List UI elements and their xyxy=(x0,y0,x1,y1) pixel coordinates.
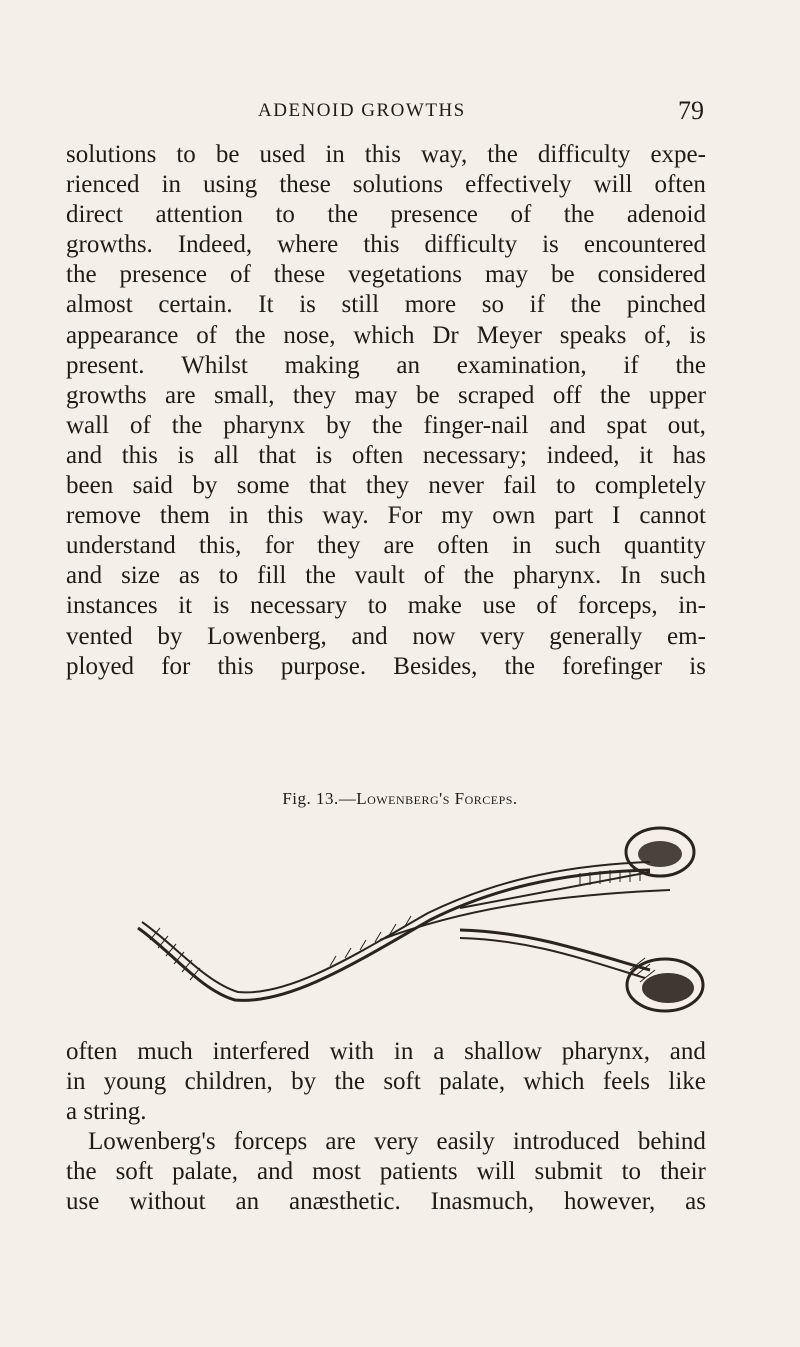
paragraph-2 xyxy=(66,1037,706,1127)
text-line: and size as to fill the vault of the pharynx. In such xyxy=(66,562,706,590)
figure-number: Fig. 13.— xyxy=(282,789,357,808)
text-line: and this is all that is often necessary; indeed, it has xyxy=(66,441,706,469)
text-line: growths are small, they may be scraped off the upper xyxy=(66,381,706,409)
text-line: a string. xyxy=(66,1098,147,1126)
text-line: the soft palate, and most patients will submit to their xyxy=(66,1158,706,1186)
text-line: appearance of the nose, which Dr Meyer speaks of, is xyxy=(66,321,706,349)
text-line: the presence of these vegetations may be considered xyxy=(66,261,706,289)
text-line: ployed for this purpose. Besides, the forefinger is xyxy=(66,652,706,680)
text-line: present. Whilst making an examination, if the xyxy=(66,351,706,379)
text-line: understand this, for they are often in such quantity xyxy=(66,532,706,560)
text-line: wall of the pharynx by the finger-nail and spat out, xyxy=(66,411,706,439)
text-line: rienced in using these solutions effectively will often xyxy=(66,171,706,199)
paragraph-1 xyxy=(66,140,706,682)
forceps-illustration xyxy=(130,810,710,1020)
figure-title: Lowenberg's Forceps. xyxy=(356,789,518,808)
figure-caption xyxy=(0,789,800,809)
text-line: instances it is necessary to make use of forceps, in- xyxy=(66,592,706,620)
page-number: 79 xyxy=(678,96,704,125)
text-line: in young children, by the soft palate, which feels like xyxy=(66,1068,706,1096)
text-line: growths. Indeed, where this difficulty is encountered xyxy=(66,231,706,259)
text-line: Lowenberg's forceps are very easily introduced behind xyxy=(88,1128,706,1155)
text-line: direct attention to the presence of the adenoid xyxy=(66,201,706,229)
text-line: vented by Lowenberg, and now very generally em- xyxy=(66,622,706,650)
text-line: remove them in this way. For my own part I cannot xyxy=(66,502,706,530)
text-line: often much interfered with in a shallow pharynx, and xyxy=(66,1038,706,1065)
text-line: been said by some that they never fail to completely xyxy=(66,472,706,500)
paragraph-3 xyxy=(66,1127,706,1217)
text-line: use without an anæsthetic. Inasmuch, however, as xyxy=(66,1188,706,1216)
running-title: ADENOID GROWTHS xyxy=(258,100,466,121)
text-line: solutions to be used in this way, the difficulty expe- xyxy=(66,141,706,168)
running-header xyxy=(66,96,704,126)
text-line: almost certain. It is still more so if the pinched xyxy=(66,291,706,319)
